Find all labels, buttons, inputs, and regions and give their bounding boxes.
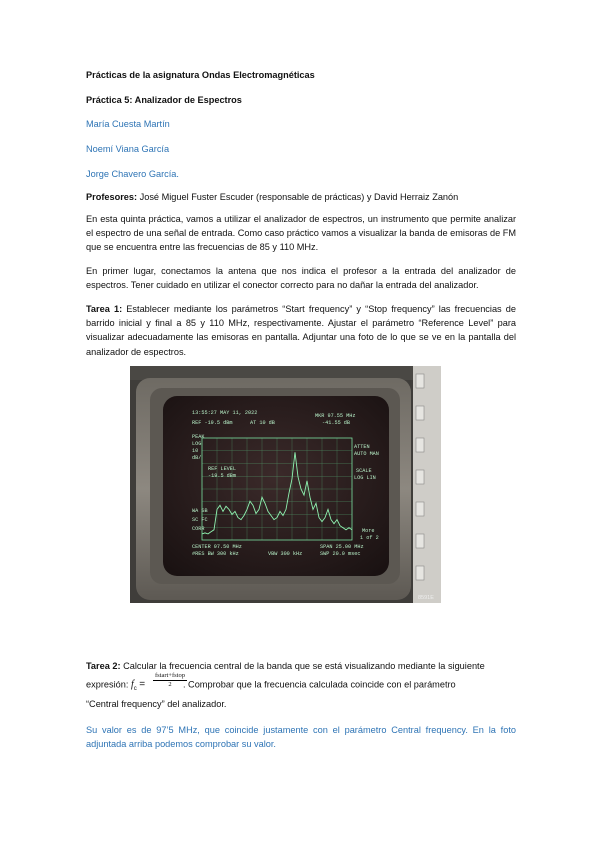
screen-left-label: 10 (192, 448, 199, 454)
answer-paragraph: Su valor es de 97’5 MHz, que coincide justamente con el parámetro Central frequency. En la foto adjuntada arriba podemos comprobar su valor. (86, 725, 516, 750)
task1-paragraph (86, 302, 516, 359)
author-name: Noemí Viana García (86, 144, 170, 154)
task2-line-2 (86, 672, 516, 692)
screen-res-bw: #RES BW 300 kHz (192, 551, 239, 557)
task2-line-3: “Central frequency” del analizador. (86, 699, 227, 709)
professors-names: José Miguel Fuster Escuder (responsable de prácticas) y David Herraiz Zanón (137, 192, 459, 202)
task1-text: Establecer mediante los parámetros “Start frequency” y “Stop frequency” las frecuencias de barrido inicial y final a 85 y 110 MHz, respectivamente. Ajustar el parámetro “Reference Level” para visualizar adecuadamente las emisoras en pantalla. Adjuntar una foto de lo que se ve en la pantalla del analizador de espectros. (86, 304, 517, 357)
screen-ref-level-label: REF LEVEL (208, 466, 237, 472)
practice-title: Práctica 5: Analizador de Espectros (86, 95, 242, 105)
task2-text-a: Calcular la frecuencia central de la banda que se está visualizando mediante la siguiente (120, 661, 485, 671)
screen-marker-freq: MKR 97.55 MHz (315, 413, 356, 419)
screen-right-label: ATTEN (354, 444, 370, 450)
task1-label: Tarea 1: (86, 304, 123, 314)
formula-symbol: f (130, 679, 134, 690)
screen-sweep: SWP 20.0 msec (320, 551, 361, 557)
screen-wa-label: WA SB (192, 508, 208, 514)
screen-left-label: LOG (192, 441, 202, 447)
intro-paragraph: En esta quinta práctica, vamos a utilizar el analizador de espectros, un instrumento que permite analizar el espectro de una señal de entrada. Como caso práctico vamos a visualizar la banda de emisoras de FM que se encuentra entre las frecuencias de 85 y 110 MHz. (86, 214, 517, 253)
screen-atten: AT 10 dB (250, 420, 275, 426)
screen-corr: CORR (192, 526, 205, 532)
screen-more: More (362, 528, 375, 534)
screen-vbw: VBW 300 kHz (268, 551, 303, 557)
professors-line (86, 191, 516, 204)
author-name: Jorge Chavero García. (86, 169, 179, 179)
formula-equals: = (139, 679, 146, 690)
formula-numerator: fstart+fstop (154, 672, 185, 679)
screen-left-label: PEAK (192, 434, 205, 440)
center-frequency-formula (130, 672, 185, 692)
screen-sc-label: SC FC (192, 517, 208, 523)
analyzer-model-label: 8591E (418, 595, 434, 601)
screen-right-label: LOG LIN (354, 475, 376, 481)
course-title: Prácticas de la asignatura Ondas Electromagnéticas (86, 70, 315, 80)
screen-left-label: dB/ (192, 455, 202, 461)
screen-more-page: 1 of 2 (360, 535, 379, 541)
formula-fraction (153, 672, 187, 689)
task2-text-b1: expresión: (86, 679, 131, 690)
screen-right-label: SCALE (356, 468, 372, 474)
analyzer-photo-svg (130, 366, 441, 603)
screen-span: SPAN 25.00 MHz (320, 544, 364, 550)
connection-paragraph: En primer lugar, conectamos la antena que nos indica el profesor a la entrada del analizador de espectros. Tener cuidado en utilizar el conector correcto para no dañar la entrada del analizador. (86, 266, 516, 291)
screen-marker-level: -41.55 dB (322, 420, 351, 426)
author-name: María Cuesta Martín (86, 119, 170, 129)
screen-center: CENTER 97.50 MHz (192, 544, 242, 550)
task2-label: Tarea 2: (86, 661, 121, 671)
screen-timestamp: 13:55:27 MAY 11, 2022 (192, 410, 258, 416)
analyzer-photo (130, 366, 441, 603)
screen-ref: REF -19.5 dBm (192, 420, 233, 426)
screen-right-label: AUTO MAN (354, 451, 379, 457)
task2-line-1 (86, 660, 516, 673)
formula-subscript: c (133, 685, 137, 692)
screen-ref-level-value: -19.5 dBm (208, 473, 237, 479)
formula-denominator: 2 (168, 681, 172, 688)
professors-label: Profesores: (86, 192, 138, 202)
task2-text-b2: . Comprobar que la frecuencia calculada coincide con el parámetro (182, 679, 456, 690)
